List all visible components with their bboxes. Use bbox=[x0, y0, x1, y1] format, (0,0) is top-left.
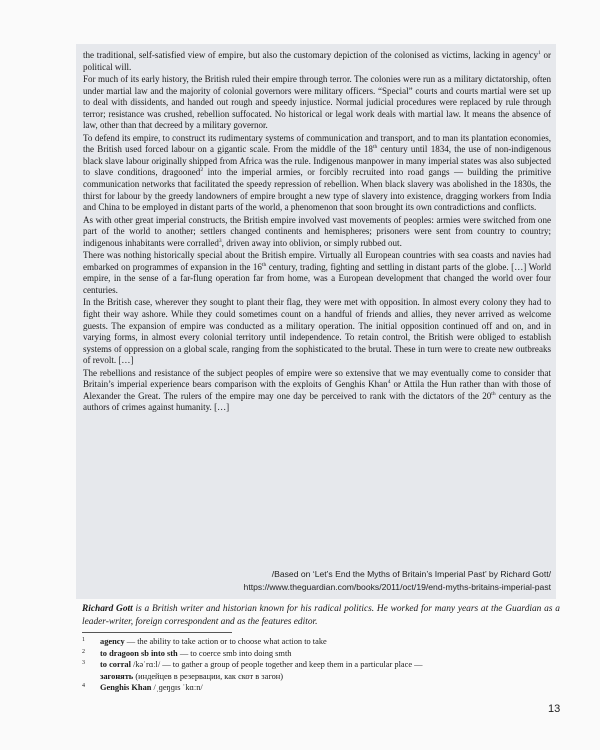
paragraph-1: For much of its early history, the British ruled their empire through terror. The colonies were run as a military dictatorship, often under martial law and the majority of colonial governors were military officers. “Special” courts and courts martial were set up to deal with dissidents, and handed out rough and speedy injustice. Normal judicial procedures were replaced by rule through terror; resistance was crushed, rebellion suffocated. No historical or legal work deals with martial law. It means the absence of law, other than that decreed by a military governor. bbox=[83, 74, 551, 131]
footnote-1: 1 agency — the ability to take action or to choose what action to take bbox=[82, 637, 327, 646]
author-bio: Richard Gott is a British writer and historian known for his radical politics. He worked for many years at the Guardian as a leader-writer, foreign correspondent and as the features editor. bbox=[82, 604, 560, 627]
paragraph-3: As with other great imperial constructs, the British empire involved vast movements of peoples: armies were switched from one part of the world to another; settlers changed continents and hemispheres; prisoners were sent from country to country; indigenous inhabitants were corralled$^3$, driven away into oblivion, or simply rubbed out. bbox=[83, 214, 551, 248]
footnote-3: 3 to corral /kəˈrɑːl/ — to gather a group of people together and keep them in a particular place — загонять (индейцев в резервации, как скот в загон) bbox=[82, 660, 423, 681]
paragraph-4: There was nothing historically special about the British empire. Virtually all European countries with sea coasts and navies had embarked on programmes of expansion in the 16th century, trading, fighting and settling in distant parts of the globe. […] World empire, in the sense of a far-flung operation far from home, was a European development that changed the world over four centuries. bbox=[83, 250, 551, 295]
source-title: /Based on ‘Let’s End the Myths of Britain’s Imperial Past’ by Richard Gott/ bbox=[271, 569, 551, 579]
source-url: https://www.theguardian.com/books/2011/oct/19/end-myths-britains-imperial-past bbox=[243, 581, 551, 592]
source-citation bbox=[83, 568, 551, 593]
article-text bbox=[83, 50, 551, 415]
paragraph-6: The rebellions and resistance of the subject peoples of empire were so extensive that we may eventually come to consider that Britain’s imperial experience bears comparison with the exploits of Genghis Khan$^4$ or Attila the Hun rather than with those of Alexander the Great. The rulers of the empire may one day be perceived to rank with the dictators of the 20th century as the authors of crimes against humanity. […] bbox=[83, 367, 552, 413]
page-number: 13 bbox=[548, 703, 561, 715]
footnote-ref-2: 2 bbox=[200, 167, 204, 174]
paragraph-0: the traditional, self-satisfied view of empire, but also the customary depiction of the colonised as victims, lacking in agency$^1$ or political will. bbox=[83, 49, 551, 72]
footnote-ref-4: 4 bbox=[387, 379, 391, 386]
footnote-ref-3: 3 bbox=[218, 237, 222, 244]
footnotes bbox=[82, 636, 562, 694]
author-name: Richard Gott bbox=[82, 604, 133, 614]
footnote-divider bbox=[82, 632, 232, 633]
footnote-ref-1: 1 bbox=[538, 49, 541, 56]
footnote-4: 4 Genghis Khan /ˌɡeŋɡɪs ˈkɑːn/ bbox=[82, 683, 203, 693]
footnote-2: 2 to dragoon sb into sth — to coerce smb into doing smth bbox=[82, 648, 292, 658]
paragraph-2: To defend its empire, to construct its rudimentary systems of communication and transport, and to man its plantation economies, the British used forced labour on a gigantic scale. From the middle of the 18th century until 1834, the use of non-indigenous black slave labour originally shipped from Africa was the rule. Indigenous manpower in many imperial states was also subjected to slave conditions, dragooned$^2$ into the imperial armies, or forcibly recruited into road gangs — building the primitive communication networks that facilitated the speedy repression of rebellion. When black slavery was abolished in the 1830s, the thirst for labour by the greedy landowners of empire brought a new type of slavery into existence, dragging workers from India and China to be employed in distant parts of the world, a phenomenon that soon brought its own contradictions and conflicts. bbox=[83, 132, 551, 213]
paragraph-5: In the British case, wherever they sought to plant their flag, they were met with opposition. In almost every colony they had to fight their way ashore. While they could sometimes count on a handful of friends and allies, they never arrived as welcome guests. The expansion of empire was conducted as a military operation. The initial opposition continued off and on, and in varying forms, in almost every colonial territory until independence. To retain control, the British were obliged to establish systems of oppression on a global scale, ranging from the sophisticated to the brutal. These in turn were to create new outbreaks of revolt. […] bbox=[83, 297, 551, 366]
